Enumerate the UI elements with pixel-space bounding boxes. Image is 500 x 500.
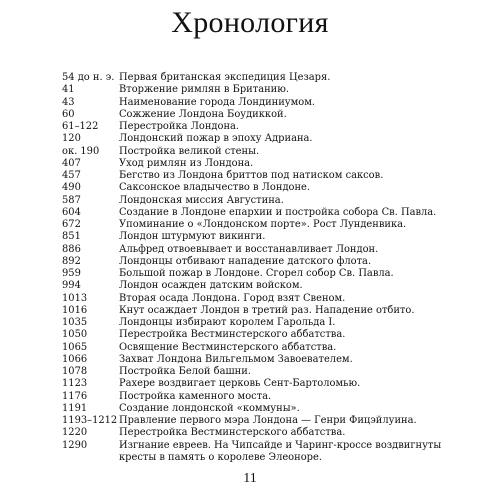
chronology-entry <box>62 329 472 341</box>
chronology-entry <box>62 342 472 354</box>
entry-event: Перестройка Вестминстерского аббатства. <box>119 427 346 439</box>
chronology-entry <box>62 84 472 96</box>
chronology-entry <box>62 256 472 268</box>
entry-event: Создание лондонской «коммуны». <box>119 402 300 414</box>
chronology-entry <box>62 207 472 219</box>
entry-event: Лондонская миссия Августина. <box>119 194 284 206</box>
entry-year: 1050 <box>62 329 88 341</box>
entry-year: 1016 <box>62 304 88 316</box>
chronology-entry <box>62 72 472 84</box>
chronology-entry <box>62 366 472 378</box>
entry-event: Бегство из Лондона бриттов под натиском саксов. <box>119 170 384 181</box>
chronology-entry <box>62 158 472 170</box>
entry-year: 587 <box>62 194 81 206</box>
chronology-entry <box>62 219 472 231</box>
entry-year: 1193–1212 <box>62 415 118 426</box>
entry-year: 407 <box>62 157 81 169</box>
chronology-entry <box>62 182 472 194</box>
entry-year: 457 <box>62 170 81 181</box>
chronology-entry <box>62 97 472 109</box>
chronology-entry <box>62 305 472 317</box>
entry-year: 60 <box>62 108 75 120</box>
entry-event: Постройка великой стены. <box>119 145 260 157</box>
chronology-entry <box>62 231 472 243</box>
chronology-entry <box>62 293 472 305</box>
chronology-entry <box>62 427 472 439</box>
chronology-entry <box>62 378 472 390</box>
entry-event: Освящение Вестминстерского аббатства. <box>119 341 337 353</box>
chronology-entry <box>62 280 472 292</box>
entry-event: Лондонский пожар в эпоху Адриана. <box>119 133 313 145</box>
entry-year: ок. 190 <box>62 145 100 157</box>
chronology-list <box>62 72 472 464</box>
chronology-entry <box>62 268 472 280</box>
chronology-entry <box>62 391 472 403</box>
entry-year: 1220 <box>62 427 88 439</box>
entry-year: 604 <box>62 206 81 218</box>
entry-year: 41 <box>62 84 75 96</box>
entry-year: 1123 <box>62 378 88 390</box>
chronology-entry <box>62 146 472 158</box>
entry-event: Альфред отвоевывает и восстанавливает Лондон. <box>119 243 379 255</box>
entry-year: 886 <box>62 243 81 255</box>
entry-year: 892 <box>62 255 81 267</box>
entry-event: Постройка каменного моста. <box>119 390 272 402</box>
entry-event: Изгнание евреев. На Чипсайде и Чаринг-кроссе воздвигнуты кресты в память о королеве Элеоноре. <box>119 439 442 463</box>
page-number: 11 <box>243 471 257 486</box>
chronology-entry <box>62 440 472 465</box>
entry-event: Уход римлян из Лондона. <box>119 157 254 169</box>
entry-event: Рахере воздвигает церковь Сент-Бартоломью. <box>119 378 361 390</box>
entry-year: 61–122 <box>62 121 99 132</box>
entry-year: 672 <box>62 219 81 230</box>
entry-event: Лондонцы избирают королем Гарольда I. <box>119 317 336 328</box>
chronology-entry <box>62 133 472 145</box>
entry-event: Лондонцы отбивают нападение датского флота. <box>119 255 372 267</box>
entry-event: Лондон штурмуют викинги. <box>119 231 266 243</box>
chronology-entry <box>62 244 472 256</box>
chronology-entry <box>62 121 472 133</box>
entry-event: Сожжение Лондона Боудиккой. <box>119 108 287 120</box>
entry-year: 54 до н. э. <box>62 72 115 83</box>
chronology-entry <box>62 415 472 427</box>
entry-year: 490 <box>62 182 81 194</box>
entry-event: Вторая осада Лондона. Город взят Свеном. <box>119 292 346 304</box>
entry-event: Создание в Лондоне епархии и постройка собора Св. Павла. <box>119 206 437 218</box>
chronology-entry <box>62 403 472 415</box>
entry-event: Лондон осажден датским войском. <box>119 280 303 292</box>
entry-event: Захват Лондона Вильгельмом Завоевателем. <box>119 353 353 365</box>
chronology-entry <box>62 170 472 182</box>
entry-event: Постройка Белой башни. <box>119 366 251 377</box>
entry-event: Перестройка Лондона. <box>119 121 240 132</box>
entry-event: Перестройка Вестминстерского аббатства. <box>119 329 346 341</box>
entry-event: Упоминание о «Лондонском порте». Рост Лунденвика. <box>119 219 407 230</box>
entry-year: 1013 <box>62 292 88 304</box>
chronology-entry <box>62 317 472 329</box>
entry-year: 851 <box>62 231 81 243</box>
entry-year: 1191 <box>62 402 88 414</box>
entry-event: Наименование города Лондиниумом. <box>119 96 316 108</box>
entry-event: Первая британская экспедиция Цезаря. <box>119 72 331 83</box>
entry-year: 1065 <box>62 341 88 353</box>
chronology-entry <box>62 354 472 366</box>
entry-event: Вторжение римлян в Британию. <box>119 84 289 96</box>
entry-year: 43 <box>62 96 75 108</box>
entry-year: 994 <box>62 280 81 292</box>
entry-year: 1035 <box>62 317 88 328</box>
entry-year: 1290 <box>62 439 88 451</box>
entry-year: 1176 <box>62 390 88 402</box>
entry-year: 120 <box>62 133 81 145</box>
page-title: Хронология <box>171 6 329 39</box>
chronology-entry <box>62 109 472 121</box>
entry-year: 1078 <box>62 366 88 377</box>
chronology-entry <box>62 195 472 207</box>
entry-event: Кнут осаждает Лондон в третий раз. Нападение отбито. <box>119 304 415 316</box>
entry-year: 1066 <box>62 353 88 365</box>
entry-event: Большой пожар в Лондоне. Сгорел собор Св. Павла. <box>119 268 394 279</box>
entry-event: Правление первого мэра Лондона — Генри Фицэйлуина. <box>119 415 417 426</box>
entry-event: Саксонское владычество в Лондоне. <box>119 182 311 194</box>
entry-year: 959 <box>62 268 81 279</box>
